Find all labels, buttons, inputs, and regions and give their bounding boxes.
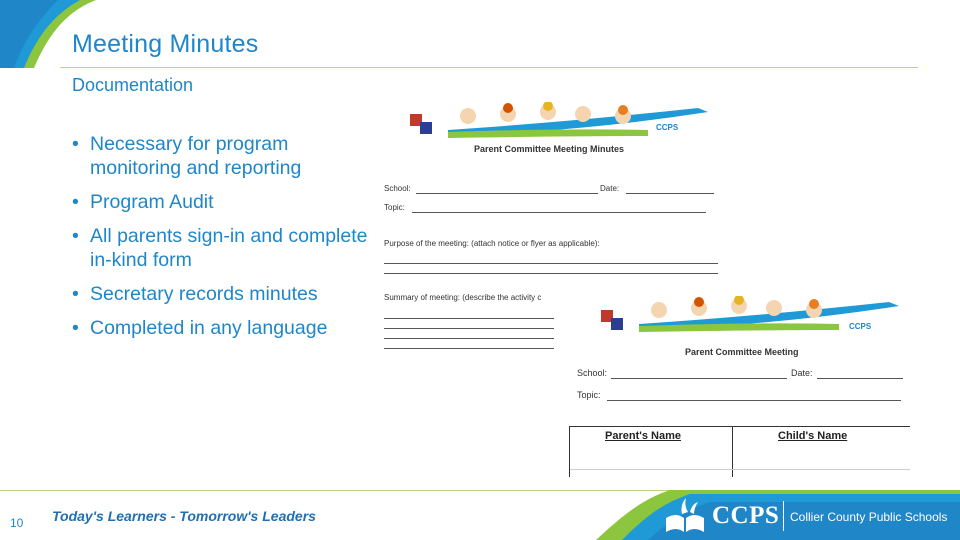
summary-line	[384, 328, 554, 329]
slide-title: Meeting Minutes	[72, 30, 259, 58]
parent-name-header: Parent's Name	[605, 430, 681, 442]
bullet-list	[72, 132, 372, 350]
form-title: Parent Committee Meeting Minutes	[474, 144, 625, 154]
signin-form-thumbnail	[565, 292, 910, 482]
bullet-item: • Program Audit	[72, 190, 372, 214]
topic-label: Topic:	[384, 203, 405, 212]
date-line	[626, 193, 714, 194]
school-label: School:	[577, 368, 608, 378]
school-label: School:	[384, 184, 411, 193]
kids-banner-image	[408, 102, 738, 142]
signin-table	[569, 426, 910, 477]
bullet-item: • Necessary for program monitoring and reporting	[72, 132, 372, 180]
topic-line	[607, 400, 901, 401]
date-label: Date:	[600, 184, 620, 193]
school-line	[611, 378, 787, 379]
bullet-item: • Completed in any language	[72, 316, 372, 340]
summary-label: Summary of meeting: (describe the activity c	[384, 293, 542, 302]
date-line	[817, 378, 903, 379]
ccps-book-logo-icon	[662, 496, 708, 534]
date-label: Date:	[791, 368, 813, 378]
page-number: 10	[10, 516, 24, 530]
purpose-line	[384, 273, 718, 274]
ccps-logo-text: CCPS	[712, 502, 780, 529]
form-title: Parent Committee Meeting	[685, 347, 799, 357]
slide-subtitle: Documentation	[72, 75, 194, 95]
form-org-label: CCPS	[656, 123, 679, 132]
footer-tagline: Today's Learners - Tomorrow's Leaders	[52, 508, 316, 524]
topic-label: Topic:	[577, 390, 601, 400]
logo-divider	[783, 501, 784, 531]
bullet-item: • Secretary records minutes	[72, 282, 372, 306]
ccps-logo-subtitle: Collier County Public Schools	[790, 510, 948, 524]
bullet-item: • All parents sign-in and complete in-kind form	[72, 224, 372, 272]
kids-banner-image	[599, 296, 929, 336]
topic-line	[412, 212, 706, 213]
purpose-line	[384, 263, 718, 264]
school-line	[416, 193, 598, 194]
table-row	[570, 469, 910, 470]
summary-line	[384, 318, 554, 319]
summary-line	[384, 338, 554, 339]
form-org-label: CCPS	[849, 322, 872, 331]
child-name-header: Child's Name	[778, 430, 848, 442]
summary-line	[384, 348, 554, 349]
purpose-label: Purpose of the meeting: (attach notice or flyer as applicable):	[384, 239, 600, 248]
title-divider	[60, 67, 918, 68]
